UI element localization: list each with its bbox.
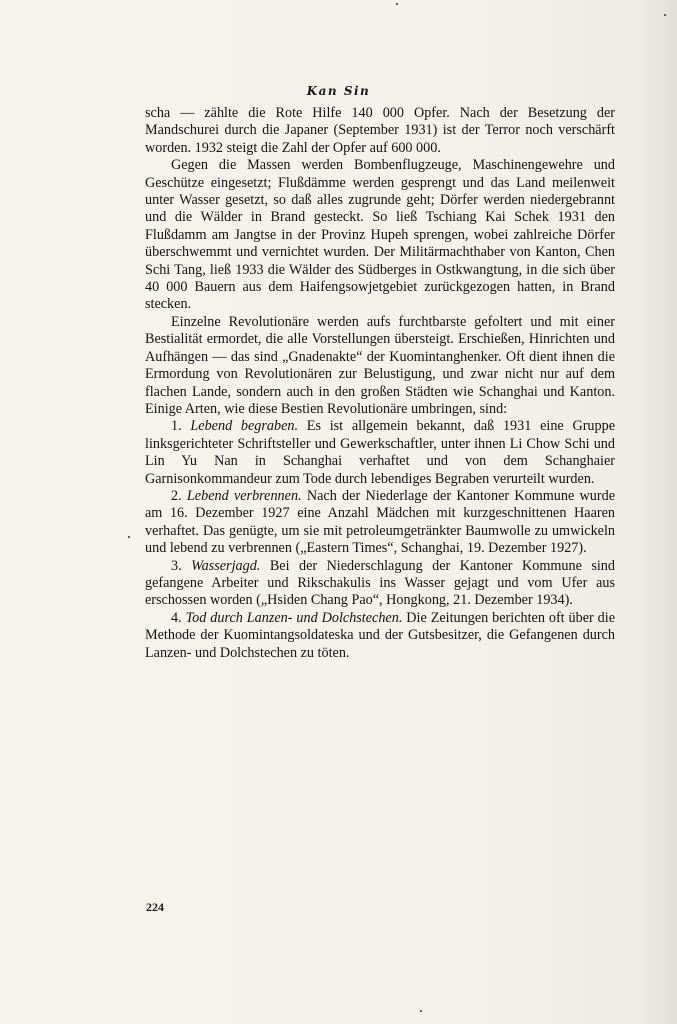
list-item-number: 2. xyxy=(171,487,182,504)
list-item-title: Wasserjagd. xyxy=(191,557,261,574)
print-speck xyxy=(128,536,130,538)
print-speck xyxy=(396,3,398,5)
list-item-number: 4. xyxy=(171,609,182,626)
list-item xyxy=(145,488,615,558)
list-item-text: Nach der Niederlage der Kantoner Kommune wurde am 16. Dezember 1927 eine Anzahl Mädchen mit kurzgeschnittenen Haaren verhaftet. Das genügte, um sie mit petroleumgetränkter Baumwolle zu umwickeln und lebend zu verbrennen („Eastern Times“, Schanghai, 19. Dezember 1927). xyxy=(145,487,615,557)
paragraph-1: scha — zählte die Rote Hilfe 140 000 Opfer. Nach der Besetzung der Mandschurei durch die Japaner (September 1931) ist der Terror noch verschärft worden. 1932 steigt die Zahl der Opfer auf 600 000. xyxy=(145,105,615,156)
page-edge-shadow xyxy=(637,0,677,1024)
running-header: Kan Sin xyxy=(306,84,371,98)
list-item xyxy=(145,610,615,662)
list-item-text: Es ist allgemein bekannt, daß 1931 eine Gruppe linksgerichteter Schriftsteller und Gewerkschaftler, unter ihnen Li Chow Schi und Lin Yu Nan in Schanghai verhaftet und von dem Schanghaier Garnisonkommandeur zum Tode durch lebendiges Begraben verurteilt wurden. xyxy=(145,418,615,487)
list-item-title: Lebend verbrennen. xyxy=(186,487,302,504)
list-item-title: Tod durch Lanzen- und Dolchstechen. xyxy=(185,609,403,626)
list-item-text: Bei der Niederschlagung der Kantoner Kommune sind gefangene Arbeiter und Rikschakulis ins Wasser gejagt und vom Ufer aus erschossen worden („Hsiden Chang Pao“, Hongkong, 21. Dezember 1934). xyxy=(145,557,615,609)
list-item-text: Die Zeitungen berichten oft über die Methode der Kuomintangsoldateska und der Gutsbesitzer, die Gefangenen durch Lanzen- und Dolchstechen zu töten. xyxy=(145,609,616,661)
list-item-number: 3. xyxy=(171,557,182,574)
print-speck xyxy=(664,14,666,16)
body-text xyxy=(145,105,615,662)
page-number: 224 xyxy=(146,900,164,914)
paragraph-2: Gegen die Massen werden Bombenflugzeuge, Maschinengewehre und Geschütze eingesetzt; Flußdämme werden gesprengt und das Land meilenweit unter Wasser gesetzt, so daß alles zugrunde geht; Dörfer werden niedergebrannt und die Wälder in Brand gesteckt. So ließ Tschiang Kai Schek 1931 den Flußdamm am Jangtse in der Provinz Hupeh sprengen, wobei zahlreiche Dörfer überschwemmt und vernichtet wurden. Der Militärmachthaber von Kanton, Chen Schi Tang, ließ 1933 die Wälder des Südberges in Ostkwangtung, in die sich über 40 000 Bauern aus dem Haifengsowjetgebiet zurückgezogen hatten, in Brand stecken. xyxy=(145,157,615,313)
list-item-number: 1. xyxy=(171,418,182,435)
print-speck xyxy=(420,1010,422,1012)
list-item-title: Lebend begraben. xyxy=(190,418,299,435)
list-item xyxy=(145,418,615,488)
list-item xyxy=(145,558,615,610)
paragraph-3: Einzelne Revolutionäre werden aufs furchtbarste gefoltert und mit einer Bestialität ermordet, die alle Vorstellungen übersteigt. Erschießen, Hinrichten und Aufhängen — das sind „Gnadenakte“ der Kuomintanghenker. Oft dient ihnen die Ermordung von Revolutionären zur Belustigung, und zwar nicht nur auf dem flachen Lande, sondern auch in den großen Städten wie Schanghai und Kanton. Einige Arten, wie diese Bestien Revolutionäre umbringen, sind: xyxy=(145,313,615,417)
